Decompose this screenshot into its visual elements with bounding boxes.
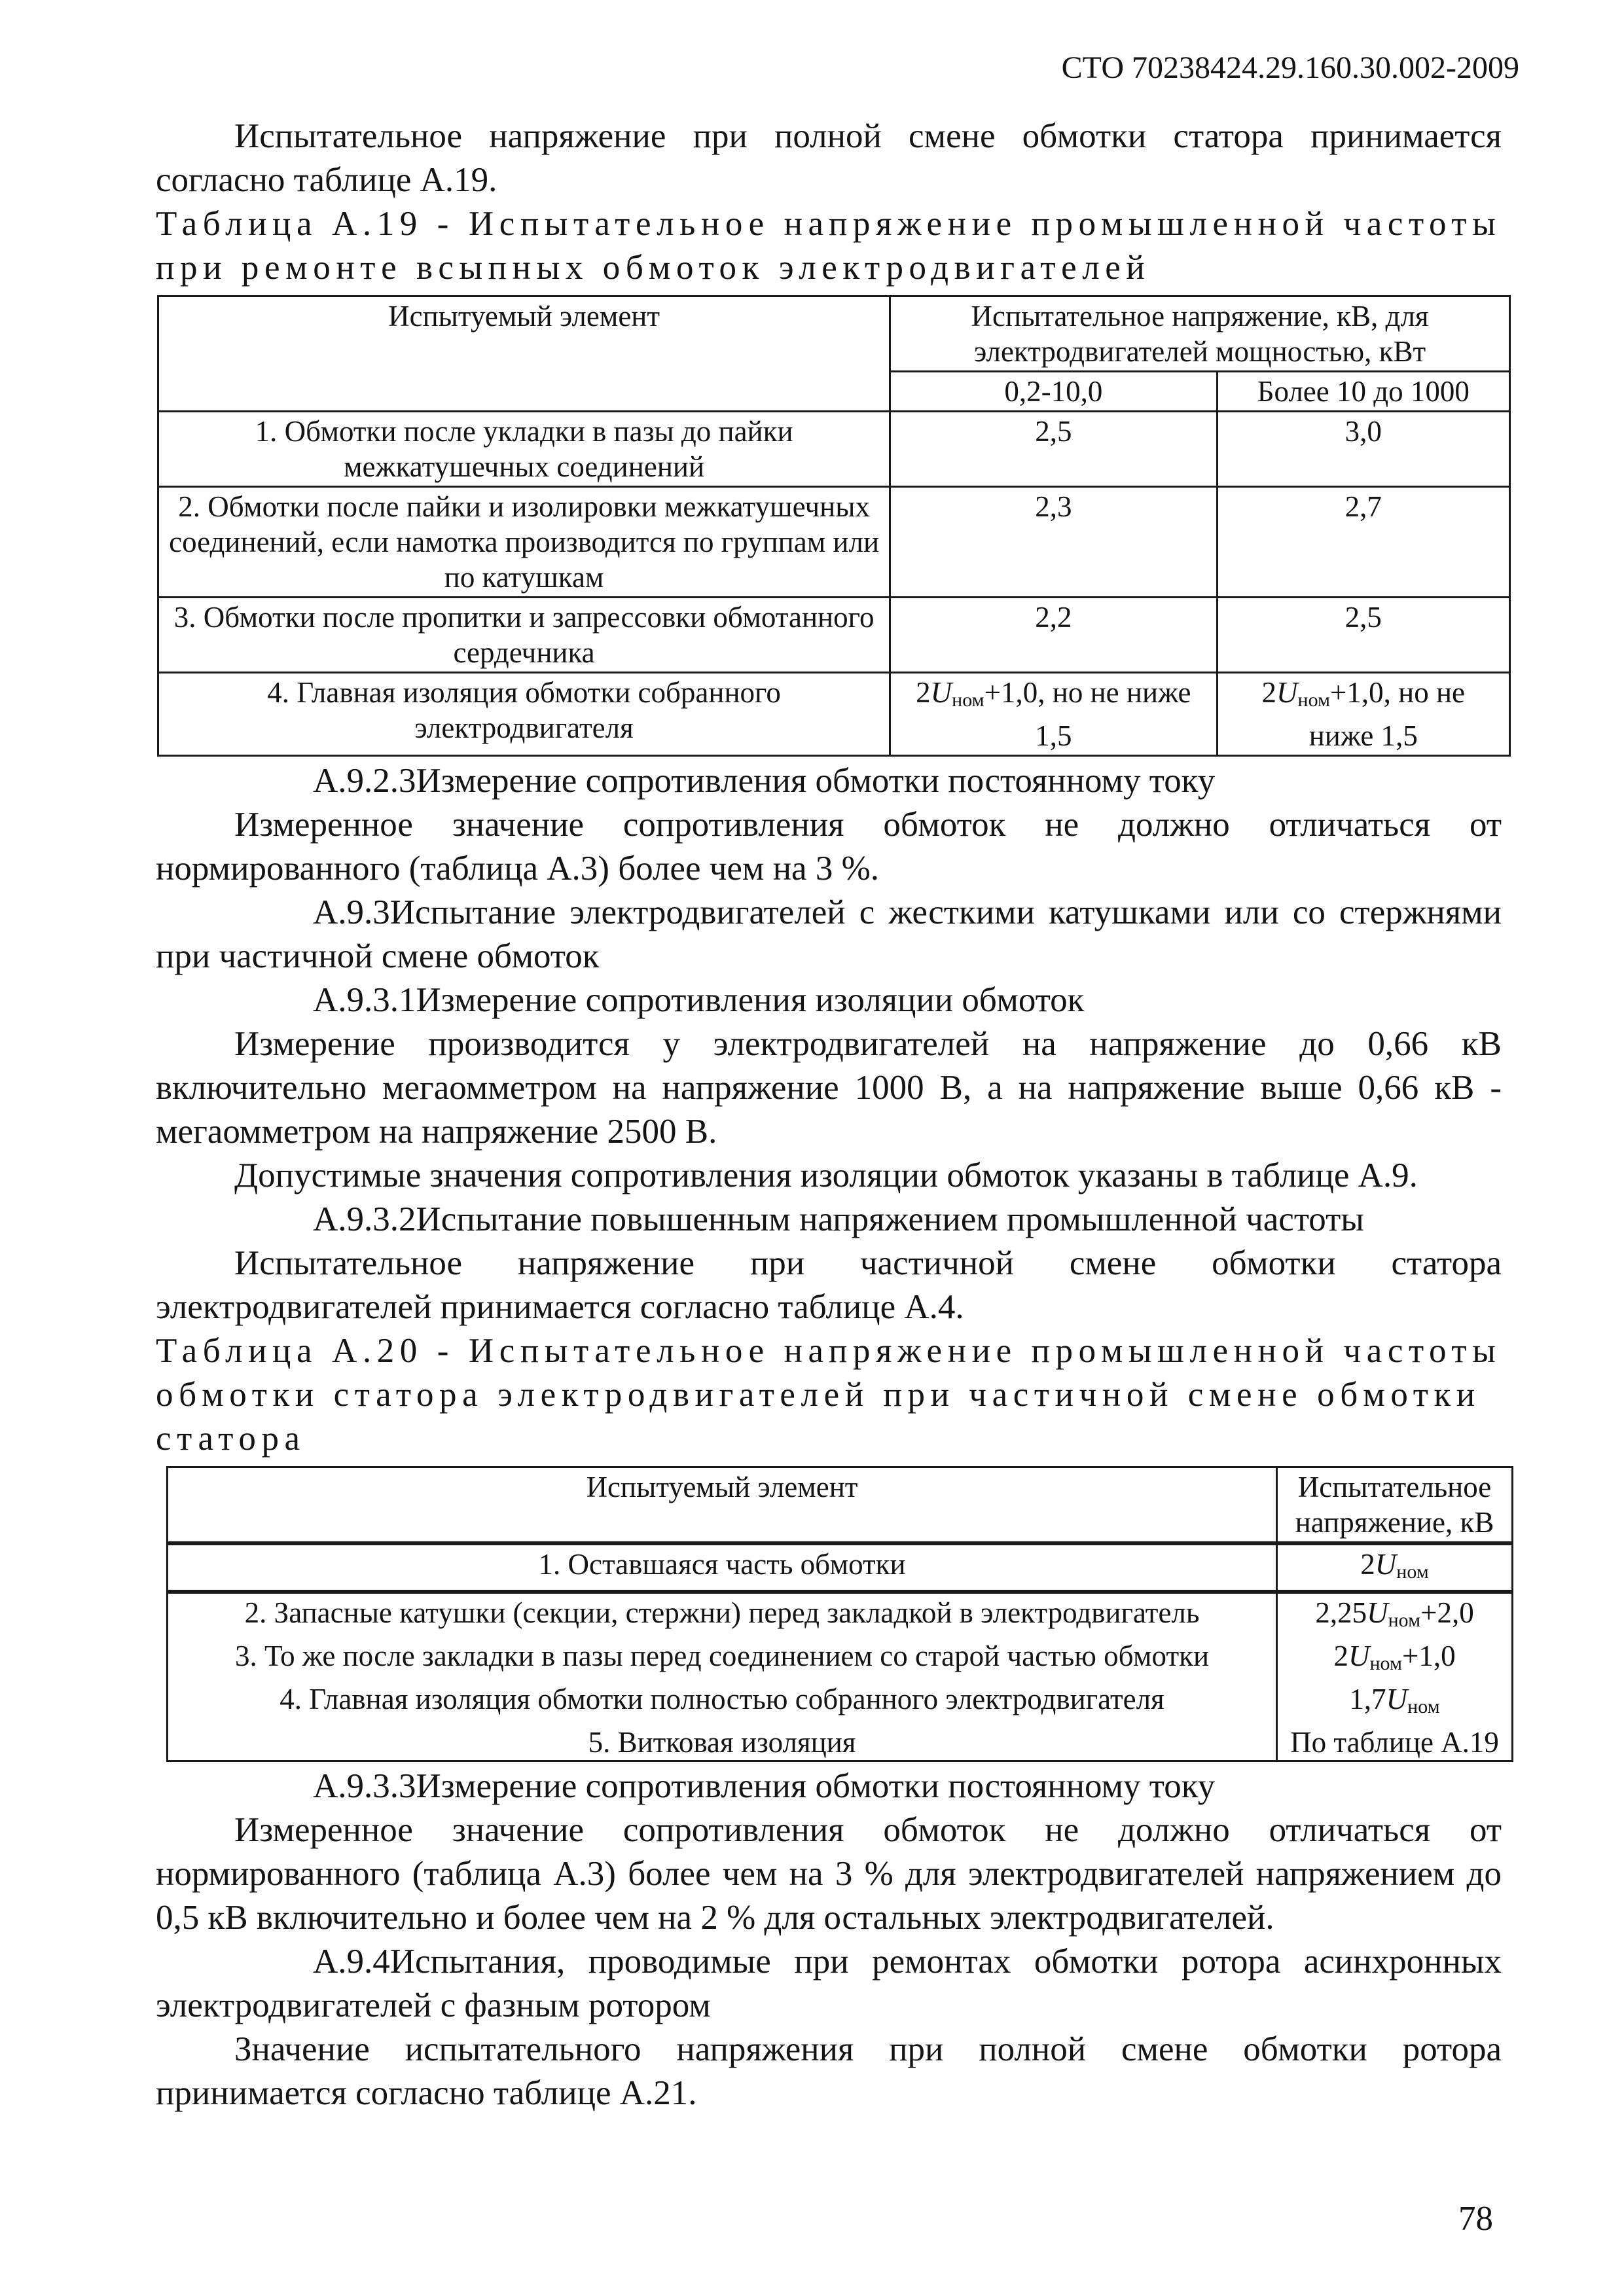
table-row <box>168 1681 1513 1725</box>
page-number: 78 <box>1458 2200 1493 2238</box>
table-row <box>168 1592 1513 1638</box>
table-a20-header-voltage: Испытательное напряжение, кВ <box>1277 1467 1513 1544</box>
table-a19-cell-a: $2U_{ном}+1,0$, но не ниже 1,5 <box>890 673 1217 756</box>
rotor-paragraph: Значение испытательного напряжения при полной смене обмотки ротора принимается согласно таблице А.21. <box>156 2030 1502 2112</box>
table-a19-cell-b: $2U_{ном}+1,0$, но не ниже 1,5 <box>1217 673 1509 756</box>
table-a19-header-col-b: Более 10 до 1000 <box>1217 372 1509 412</box>
resistance-paragraph: Измеренное значение сопротивления обмоток не должно отличаться от нормированного (таблица А.3) более чем на 3 %. <box>156 806 1502 888</box>
table-row <box>158 598 1510 673</box>
table-a20-cell-element: 4. Главная изоляция обмотки полностью собранного электродвигателя <box>168 1681 1277 1725</box>
table-a20-cell-element: 1. Оставшаяся часть обмотки <box>168 1543 1277 1592</box>
table-a19-cell-element: 2. Обмотки после пайки и изолировки межкатушечных соединений, если намотка производится по группам или по катушкам <box>158 487 890 598</box>
table-row <box>168 1543 1513 1592</box>
table-a20-cell-element: 5. Витковая изоляция <box>168 1725 1277 1761</box>
section-heading-a923: А.9.2.3Измерение сопротивления обмотки постоянному току <box>313 762 1216 800</box>
table-a19-header-voltage: Испытательное напряжение, кВ, для электродвигателей мощностью, кВт <box>890 296 1510 372</box>
table-a20-cell-voltage: $2U_{ном}+1,0$ <box>1277 1638 1513 1681</box>
section-heading-a93: А.9.3Испытание электродвигателей с жесткими катушками или со стержнями при частичной смене обмоток <box>156 893 1502 975</box>
document-code-header: СТО 70238424.29.160.30.002-2009 <box>1061 50 1519 85</box>
table-a19-cell-b: 2,7 <box>1217 487 1509 598</box>
section-heading-a931: А.9.3.1Измерение сопротивления изоляции обмоток <box>313 981 1085 1019</box>
table-row <box>158 412 1510 487</box>
table-a19-cell-b: 3,0 <box>1217 412 1509 487</box>
measurement-paragraph: Измерение производится у электродвигателей на напряжение до 0,66 кВ включительно мегаомметром на напряжение 1000 В, а на напряжение выше 0,66 кВ - мегаомметром на напряжение 2500 В. <box>156 1025 1502 1151</box>
table-row <box>168 1725 1513 1761</box>
table-a19-cell-element: 4. Главная изоляция обмотки собранного электродвигателя <box>158 673 890 756</box>
resistance-paragraph-2: Измеренное значение сопротивления обмоток не должно отличаться от нормированного (таблица А.3) более чем на 3 % для электродвигателей напряжением до 0,5 кВ включительно и более чем на 2 % для остальных электродвигателей. <box>156 1811 1502 1937</box>
table-a20-cell-voltage: $2U_{ном}$ <box>1277 1543 1513 1592</box>
section-heading-a933: А.9.3.3Измерение сопротивления обмотки постоянному току <box>313 1767 1216 1805</box>
table-a20-cell-voltage: $1,7U_{ном}$ <box>1277 1681 1513 1725</box>
intro-paragraph: Испытательное напряжение при полной смене обмотки статора принимается согласно таблице А.19. <box>156 117 1502 199</box>
table-a19-caption: Таблица А.19 - Испытательное напряжение промышленной частоты при ремонте всыпных обмоток электродвигателей <box>156 205 1502 287</box>
table-a19-header-col-a: 0,2-10,0 <box>890 372 1217 412</box>
table-a19-cell-element: 3. Обмотки после пропитки и запрессовки обмотанного сердечника <box>158 598 890 673</box>
table-a20-cell-element: 3. То же после закладки в пазы перед соединением со старой частью обмотки <box>168 1638 1277 1681</box>
table-a20-header-element: Испытуемый элемент <box>168 1467 1277 1544</box>
table-row <box>168 1638 1513 1681</box>
table-a20-cell-element: 2. Запасные катушки (секции, стержни) перед закладкой в электродвигатель <box>168 1592 1277 1638</box>
allowed-values-paragraph: Допустимые значения сопротивления изоляции обмоток указаны в таблице А.9. <box>234 1157 1418 1194</box>
table-a19-cell-element: 1. Обмотки после укладки в пазы до пайки межкатушечных соединений <box>158 412 890 487</box>
table-a19-header-element: Испытуемый элемент <box>158 296 890 412</box>
table-a20-cell-voltage: По таблице А.19 <box>1277 1725 1513 1761</box>
table-a20-caption: Таблица А.20 - Испытательное напряжение промышленной частоты обмотки статора электродвигателей при частичной смене обмотки статора <box>156 1332 1502 1458</box>
table-row <box>158 673 1510 756</box>
page-content <box>156 115 1502 2115</box>
test-voltage-paragraph: Испытательное напряжение при частичной смене обмотки статора электродвигателей принимается согласно таблице А.4. <box>156 1244 1502 1326</box>
table-a19-cell-a: 2,2 <box>890 598 1217 673</box>
section-heading-a94: А.9.4Испытания, проводимые при ремонтах обмотки ротора асинхронных электродвигателей с фазным ротором <box>156 1943 1502 2024</box>
table-a19-cell-a: 2,5 <box>890 412 1217 487</box>
table-a20 <box>166 1466 1513 1762</box>
table-a19 <box>157 295 1511 757</box>
section-heading-a932: А.9.3.2Испытание повышенным напряжением промышленной частоты <box>313 1200 1364 1238</box>
table-a19-cell-a: 2,3 <box>890 487 1217 598</box>
table-a20-cell-voltage: $2,25U_{ном}+2,0$ <box>1277 1592 1513 1638</box>
table-row <box>158 487 1510 598</box>
table-a19-cell-b: 2,5 <box>1217 598 1509 673</box>
